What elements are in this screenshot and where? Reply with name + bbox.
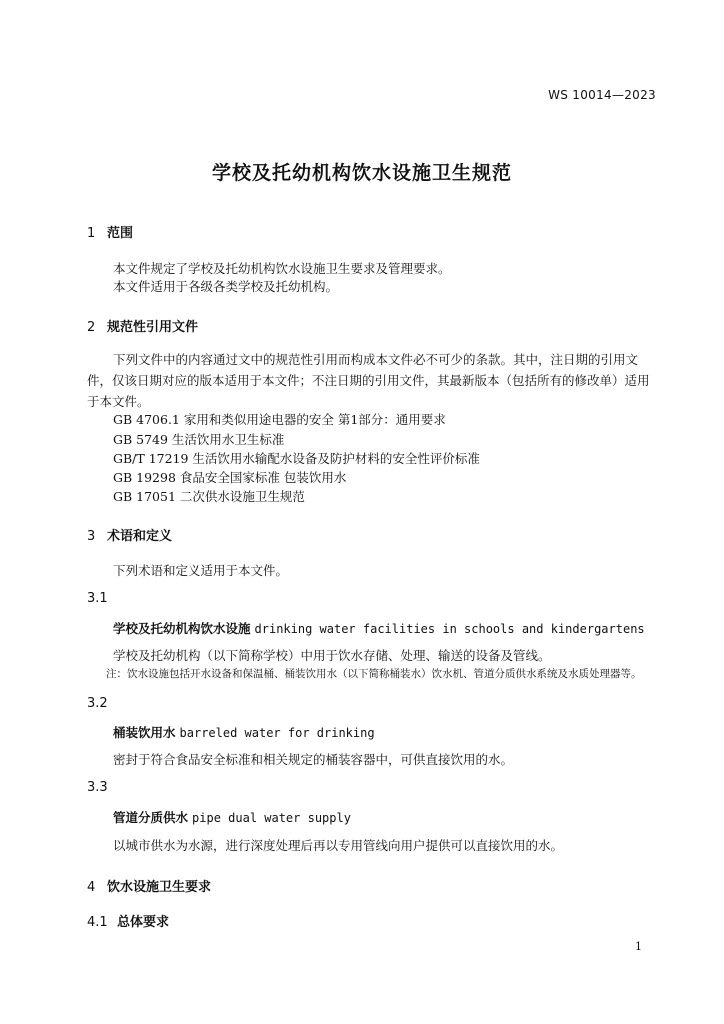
- section-title: 饮水设施卫生要求: [107, 880, 212, 895]
- term-chinese: 桶装饮用水: [113, 725, 176, 740]
- page-number: 1: [635, 940, 642, 953]
- section-title: 规范性引用文件: [107, 320, 199, 335]
- reference-item: GB 17051 二次供水设施卫生规范: [113, 489, 305, 504]
- document-title: 学校及托幼机构饮水设施卫生规范: [211, 162, 512, 184]
- term-note: 注：饮水设施包括开水设备和保温桶、桶装饮用水（以下简称桶装水）饮水机、管道分质供水系统及水质处理器等。: [106, 668, 642, 680]
- section-number: 4.1: [87, 915, 108, 930]
- section-1-heading: [87, 222, 133, 241]
- term-chinese: 学校及托幼机构饮水设施: [113, 621, 251, 636]
- section-title: 总体要求: [117, 915, 170, 930]
- term-definition: 密封于符合食品安全标准和相关规定的桶装容器中，可供直接饮用的水。: [113, 752, 514, 767]
- section-2-heading: [87, 316, 198, 335]
- reference-item: GB 19298 食品安全国家标准 包装饮用水: [113, 470, 347, 485]
- term-number: 3.3: [87, 780, 108, 795]
- section-title: 范围: [107, 226, 134, 241]
- section-number: 4: [87, 880, 96, 895]
- reference-item: GB 5749 生活饮用水卫生标准: [113, 432, 285, 447]
- scope-paragraph-1: 本文件规定了学校及托幼机构饮水设施卫生要求及管理要求。: [113, 261, 451, 276]
- term-number: 3.2: [87, 696, 108, 711]
- section-3-heading: [87, 525, 172, 544]
- subsection-4-1-heading: [87, 911, 169, 930]
- scope-paragraph-2: 本文件适用于各级各类学校及托幼机构。: [113, 279, 339, 294]
- term-entry: [113, 723, 375, 741]
- term-number: 3.1: [87, 591, 108, 606]
- standard-code: WS 10014—2023: [548, 88, 656, 102]
- term-entry: [113, 808, 351, 826]
- term-definition: 以城市供水为水源，进行深度处理后再以专用管线向用户提供可以直接饮用的水。: [113, 838, 564, 853]
- term-english: pipe dual water supply: [192, 811, 351, 825]
- section-number: 2: [87, 320, 96, 335]
- terms-intro: 下列术语和定义适用于本文件。: [113, 563, 289, 578]
- term-definition: 学校及托幼机构（以下简称学校）中用于饮水存储、处理、输送的设备及管线。: [113, 648, 551, 663]
- term-english: barreled water for drinking: [179, 726, 375, 740]
- references-intro: 下列文件中的内容通过文中的规范性引用而构成本文件必不可少的条款。其中，注日期的引用文件，仅该日期对应的版本适用于本文件；不注日期的引用文件，其最新版本（包括所有的修改单）适用于本文件。: [87, 352, 650, 409]
- term-english: drinking water facilities in schools and kindergartens: [254, 622, 645, 636]
- section-title: 术语和定义: [107, 529, 173, 544]
- section-number: 1: [87, 226, 96, 241]
- term-entry: [113, 619, 645, 637]
- term-chinese: 管道分质供水: [113, 810, 189, 825]
- section-number: 3: [87, 529, 96, 544]
- reference-item: GB 4706.1 家用和类似用途电器的安全 第1部分：通用要求: [113, 412, 446, 427]
- reference-item: GB/T 17219 生活饮用水输配水设备及防护材料的安全性评价标准: [113, 451, 480, 466]
- section-4-heading: [87, 876, 211, 895]
